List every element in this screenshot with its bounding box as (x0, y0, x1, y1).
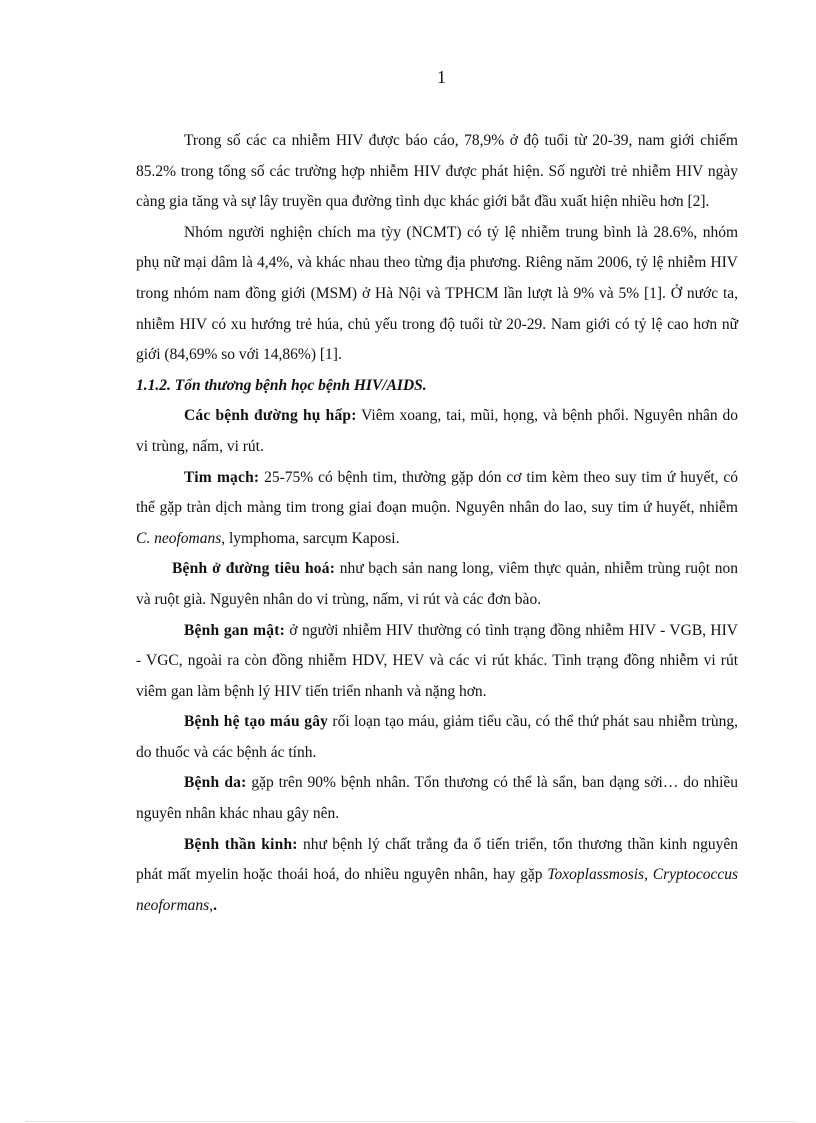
paragraph-digestive (136, 554, 738, 615)
skin-label: Bệnh da: (184, 774, 247, 792)
paragraph-cardiovascular (136, 463, 738, 555)
respiratory-text: Viêm xoang, tai, mũi, họng, và bệnh phổi. Nguyên nhân do vi trùng, nấm, vi rút. (136, 407, 738, 455)
paragraph-liver (136, 616, 738, 708)
paragraph-neurological (136, 830, 738, 922)
blood-text: rối loạn tạo máu, giảm tiểu cầu, có thể thứ phát sau nhiễm trùng, do thuốc và các bệnh ác tính. (136, 713, 738, 761)
paragraph-hiv-risk-groups: Nhóm người nghiện chích ma tỳy (NCMT) có tỷ lệ nhiễm trung bình là 28.6%, nhóm phụ nữ mại dâm là 4,4%, và khác nhau theo từng địa phương. Riêng năm 2006, tỷ lệ nhiễm HIV trong nhóm nam đồng giới (MSM) ở Hà Nội và TPHCM lần lượt là 9% và 5% [1]. Ở nước ta, nhiễm HIV có xu hướng trẻ húa, chủ yếu trong độ tuổi từ 20-29. Nam giới có tỷ lệ cao hơn nữ giới (84,69% so với 14,86%) [1]. (136, 223, 738, 364)
page-number: 1 (437, 67, 446, 87)
liver-text: ở người nhiễm HIV thường có tình trạng đồng nhiễm HIV - VGB, HIV - VGC, ngoài ra còn đồng nhiễm HDV, HEV và các vi rút khác. Tình trạng đồng nhiễm vi rút viêm gan làm bệnh lý HIV tiến triển nhanh và nặng hơn. (136, 621, 738, 700)
digestive-text: như bạch sản nang long, viêm thực quản, nhiễm trùng ruột non và ruột già. Nguyên nhân do vi trùng, nấm, vi rút và các đơn bào. (136, 560, 738, 608)
neurological-text: như bệnh lý chất trắng đa ổ tiến triển, tổn thương thần kinh nguyên phát mất myelin hoặc thoái hoá, do nhiều nguyên nhân, hay gặp (136, 835, 738, 884)
respiratory-label: Các bệnh đường hụ hấp: (184, 407, 357, 425)
cardiovascular-text: 25-75% có bệnh tim, thường gặp dón cơ tim kèm theo suy tim ứ huyết, có thể gặp tràn dịch màng tim trong giai đoạn muộn. Nguyên nhân do lao, suy tim ứ huyết, nhiễm (136, 468, 738, 517)
cardiovascular-pathogen: C. neofomans, (136, 529, 226, 547)
paragraph-skin (136, 768, 738, 829)
document-body (136, 126, 738, 921)
page-bottom-rule (26, 1121, 796, 1122)
neurological-end: . (213, 896, 218, 914)
liver-label: Bệnh gan mật: (184, 621, 285, 639)
skin-text: gặp trên 90% bệnh nhân. Tổn thương có thể là sẩn, ban dạng sởi… do nhiều nguyên nhân khác nhau gây nên. (136, 774, 738, 823)
section-heading: 1.1.2. Tổn thương bệnh học bệnh HIV/AIDS. (136, 376, 427, 394)
neurological-label: Bệnh thần kinh: (184, 835, 298, 853)
paragraph-respiratory (136, 401, 738, 462)
blood-label: Bệnh hệ tạo máu gây (184, 713, 329, 731)
digestive-label: Bệnh ở đường tiêu hoá: (172, 560, 336, 578)
cardiovascular-label: Tim mạch: (184, 468, 260, 486)
paragraph-hiv-age-statistics: Trong số các ca nhiễm HIV được báo cáo, 78,9% ở độ tuổi từ 20-39, nam giới chiếm 85.2% trong tổng số các trường hợp nhiễm HIV được phát hiện. Số người trẻ nhiễm HIV ngày càng gia tăng và sự lây truyền qua đường tình dục khác giới bắt đầu xuất hiện nhiều hơn [2]. (136, 132, 738, 211)
paragraph-blood (136, 707, 738, 768)
neurological-pathogens: Toxoplassmosis, Cryptococcus neoformans, (136, 866, 738, 914)
cardiovascular-text-end: lymphoma, sarcụm Kaposi. (225, 529, 400, 547)
